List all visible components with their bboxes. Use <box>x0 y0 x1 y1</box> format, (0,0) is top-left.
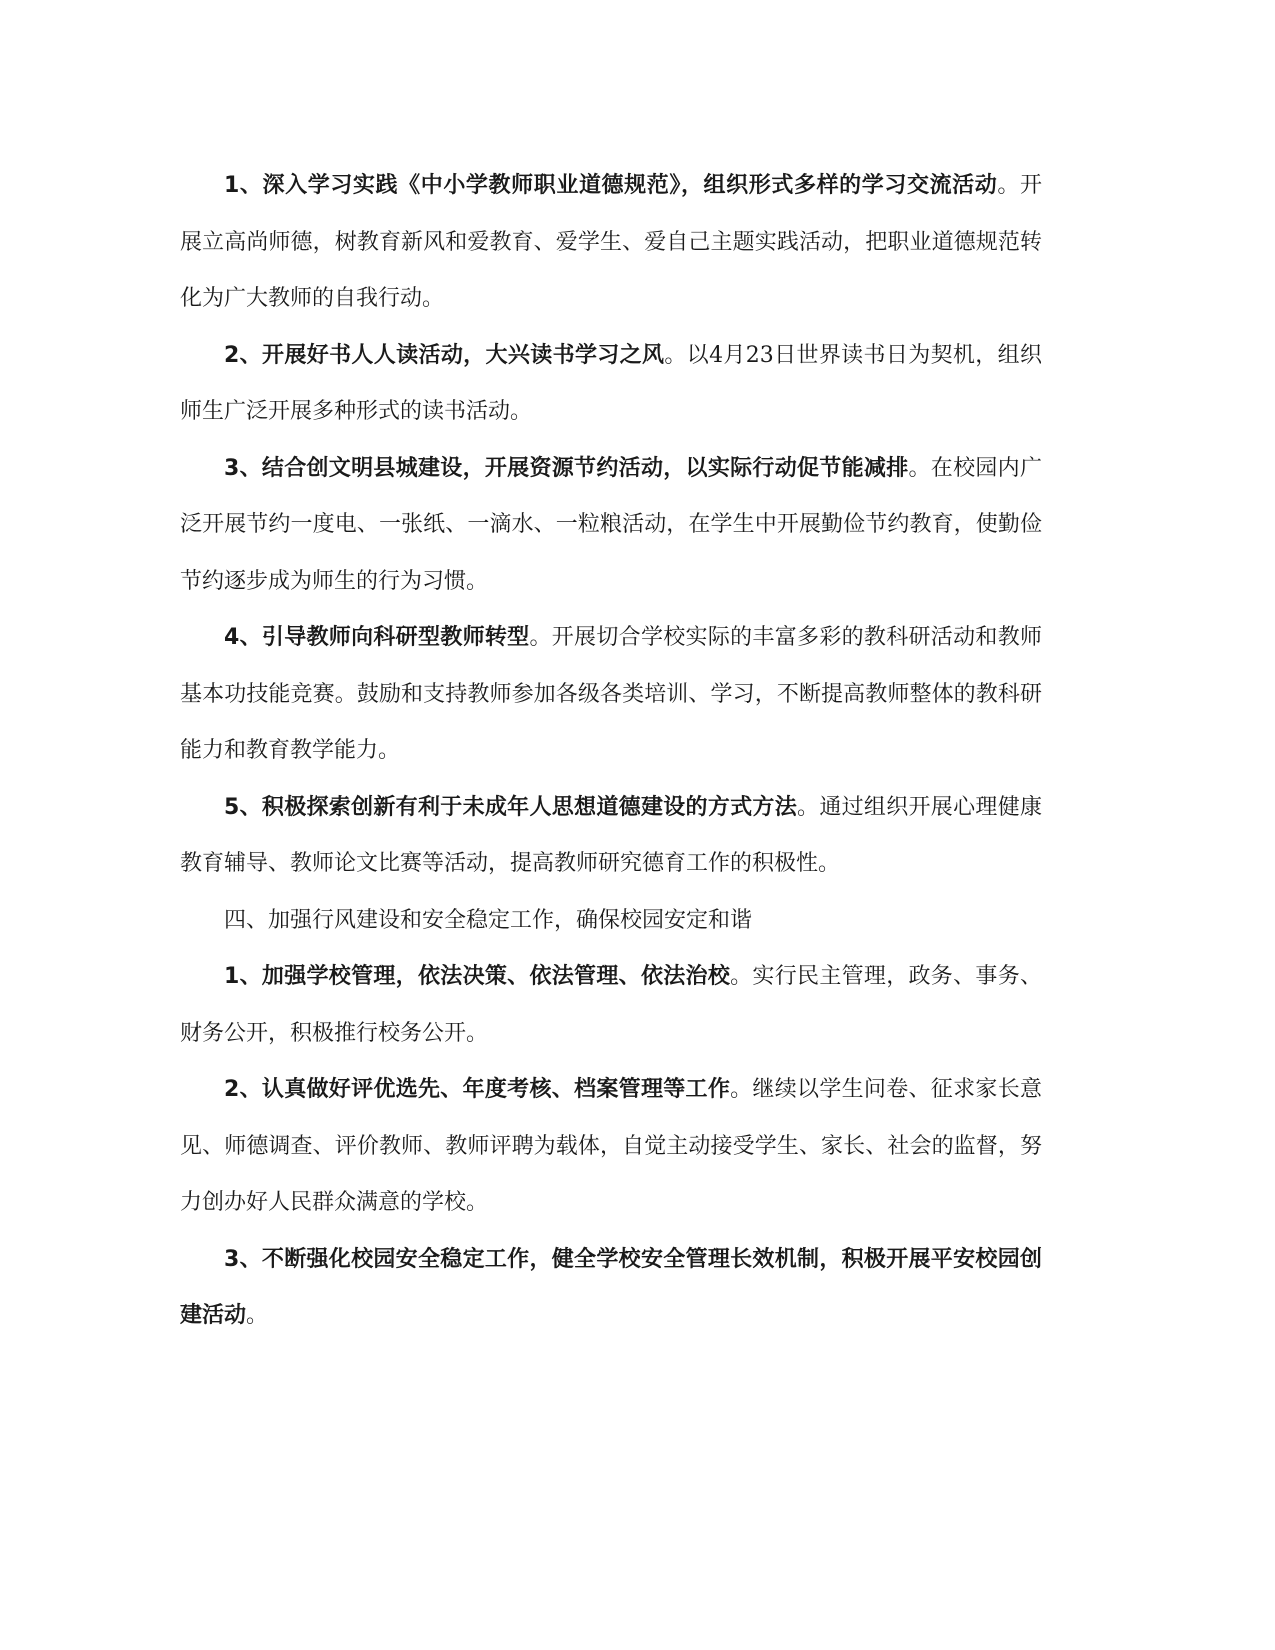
paragraph-heading: 2、认真做好评优选先、年度考核、档案管理等工作 <box>224 1077 731 1102</box>
paragraph-heading: 2、开展好书人人读活动，大兴读书学习之风 <box>224 342 665 368</box>
paragraph-text: 。实行民主管理，政务、事务、财务公开，积极推行校务公开。 <box>180 964 1042 1046</box>
paragraph-8 <box>180 1232 1042 1345</box>
paragraph-text: 。开展切合学校实际的丰富多彩的教科研活动和教师基本功技能竞赛。鼓励和支持教师参加各级各类培训、学习，不断提高教师整体的教科研能力和教育教学能力。 <box>180 625 1042 763</box>
paragraph-1 <box>180 158 1042 328</box>
paragraph-5 <box>180 780 1042 893</box>
section-heading-text: 四、加强行风建设和安全稳定工作，确保校园安定和谐 <box>224 907 753 933</box>
paragraph-text: 。 <box>246 1303 269 1328</box>
paragraph-heading: 3、不断强化校园安全稳定工作，健全学校安全管理长效机制，积极开展平安校园创建活动 <box>180 1246 1042 1328</box>
paragraph-heading: 1、深入学习实践《中小学教师职业道德规范》，组织形式多样的学习交流活动 <box>224 173 998 198</box>
paragraph-heading: 4、引导教师向科研型教师转型 <box>224 625 530 650</box>
paragraph-text: 。通过组织开展心理健康教育辅导、教师论文比赛等活动，提高教师研究德育工作的积极性。 <box>180 794 1042 876</box>
paragraph-2 <box>180 328 1042 441</box>
paragraph-text: 。开展立高尚师德，树教育新风和爱教育、爱学生、爱自己主题实践活动，把职业道德规范转化为广大教师的自我行动。 <box>180 173 1042 311</box>
section-heading <box>180 893 1042 950</box>
paragraph-6 <box>180 949 1042 1062</box>
paragraph-heading: 3、结合创文明县城建设，开展资源节约活动，以实际行动促节能减排 <box>224 455 909 481</box>
paragraph-3 <box>180 441 1042 611</box>
paragraph-text: 。在校园内广泛开展节约一度电、一张纸、一滴水、一粒粮活动，在学生中开展勤俭节约教育，使勤俭节约逐步成为师生的行为习惯。 <box>180 455 1042 594</box>
paragraph-4 <box>180 610 1042 780</box>
paragraph-heading: 5、积极探索创新有利于未成年人思想道德建设的方式方法 <box>224 794 798 820</box>
paragraph-7 <box>180 1062 1042 1232</box>
paragraph-heading: 1、加强学校管理，依法决策、依法管理、依法治校 <box>224 964 731 989</box>
document-body <box>180 158 1042 1345</box>
paragraph-text: 。以4月23日世界读书日为契机，组织师生广泛开展多种形式的读书活动。 <box>180 342 1042 424</box>
paragraph-text: 。继续以学生问卷、征求家长意见、师德调查、评价教师、教师评聘为载体，自觉主动接受学生、家长、社会的监督，努力创办好人民群众满意的学校。 <box>180 1077 1042 1215</box>
